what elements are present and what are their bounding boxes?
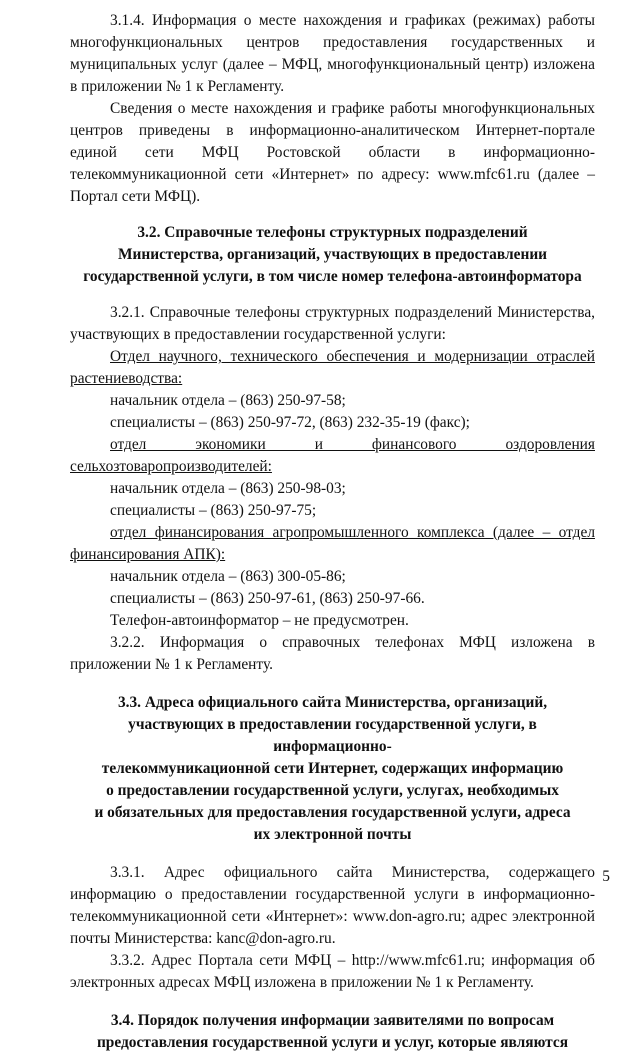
paragraph-3-3-1: 3.3.1. Адрес официального сайта Министерства, содержащего информацию о предоставлении государственной услуги в информационно-телекоммуникационной сети «Интернет»: www.don-agro.ru; адрес электронной почты Министерства: kanc@don-agro.ru. [70, 864, 595, 947]
autoinformer-note: Телефон-автоинформатор – не предусмотрен. [110, 612, 409, 629]
heading-line: 3.4. Порядок получения информации заявителями по вопросам [110, 1012, 555, 1029]
heading-3-2 [70, 222, 595, 288]
document-page [70, 10, 595, 1054]
heading-3-3 [70, 692, 595, 846]
paragraph-mfc-info: Сведения о месте нахождения и графике работы многофункциональных центров приведены в информационно-аналитическом Интернет-портале единой сети МФЦ Ростовской области в информационно-телекоммуникационной сети «Интернет» по адресу: www.mfc61.ru (далее – Портал сети МФЦ). [70, 100, 595, 205]
paragraph-3-3-2: 3.3.2. Адрес Портала сети МФЦ – http://www.mfc61.ru; информация об электронных адресах МФЦ изложена в приложении № 1 к Регламенту. [70, 952, 595, 991]
paragraph-3-2-1: 3.2.1. Справочные телефоны структурных подразделений Министерства, участвующих в предоставлении государственной услуги: [70, 304, 595, 343]
heading-line: предоставления государственной услуги и услуг, которые являются [96, 1034, 569, 1051]
department-3-head-phone: начальник отдела – (863) 300-05-86; [110, 568, 346, 585]
department-2-specialists-phone: специалисты – (863) 250-97-75; [110, 502, 317, 519]
heading-line: участвующих в предоставлении государственной услуги, в информационно- [128, 716, 537, 755]
heading-line: их электронной почты [253, 826, 412, 843]
heading-line: телекоммуникационной сети Интернет, содержащих информацию [101, 760, 564, 777]
department-2-title: отдел экономики и финансового оздоровления сельхозтоваропроизводителей: [70, 436, 595, 475]
department-1-head-phone: начальник отдела – (863) 250-97-58; [110, 392, 346, 409]
heading-line: Министерства, организаций, участвующих в предоставлении [117, 246, 548, 263]
department-1-title: Отдел научного, технического обеспечения и модернизации отраслей растениеводства: [70, 348, 595, 387]
heading-line: 3.2. Справочные телефоны структурных подразделений [137, 224, 528, 241]
heading-line: и обязательных для предоставления государственной услуги, адреса [94, 804, 571, 821]
page-number: 5 [602, 868, 610, 885]
heading-line: государственной услуги, в том числе номер телефона-автоинформатора [83, 268, 582, 285]
department-2-head-phone: начальник отдела – (863) 250-98-03; [110, 480, 346, 497]
heading-3-4 [70, 1010, 595, 1054]
heading-line: о предоставлении государственной услуги, услугах, необходимых [106, 782, 559, 799]
department-3-specialists-phone: специалисты – (863) 250-97-61, (863) 250-97-66. [110, 590, 425, 607]
paragraph-3-1-4: 3.1.4. Информация о месте нахождения и графиках (режимах) работы многофункциональных центров предоставления государственных и муниципальных услуг (далее – МФЦ, многофункциональный центр) изложена в приложении № 1 к Регламенту. [70, 12, 595, 95]
department-1-specialists-phone: специалисты – (863) 250-97-72, (863) 232-35-19 (факс); [110, 414, 470, 431]
paragraph-3-2-2: 3.2.2. Информация о справочных телефонах МФЦ изложена в приложении № 1 к Регламенту. [70, 634, 595, 673]
heading-line: 3.3. Адреса официального сайта Министерства, организаций, [117, 694, 548, 711]
department-3-title: отдел финансирования агропромышленного комплекса (далее – отдел финансирования АПК): [70, 524, 595, 563]
